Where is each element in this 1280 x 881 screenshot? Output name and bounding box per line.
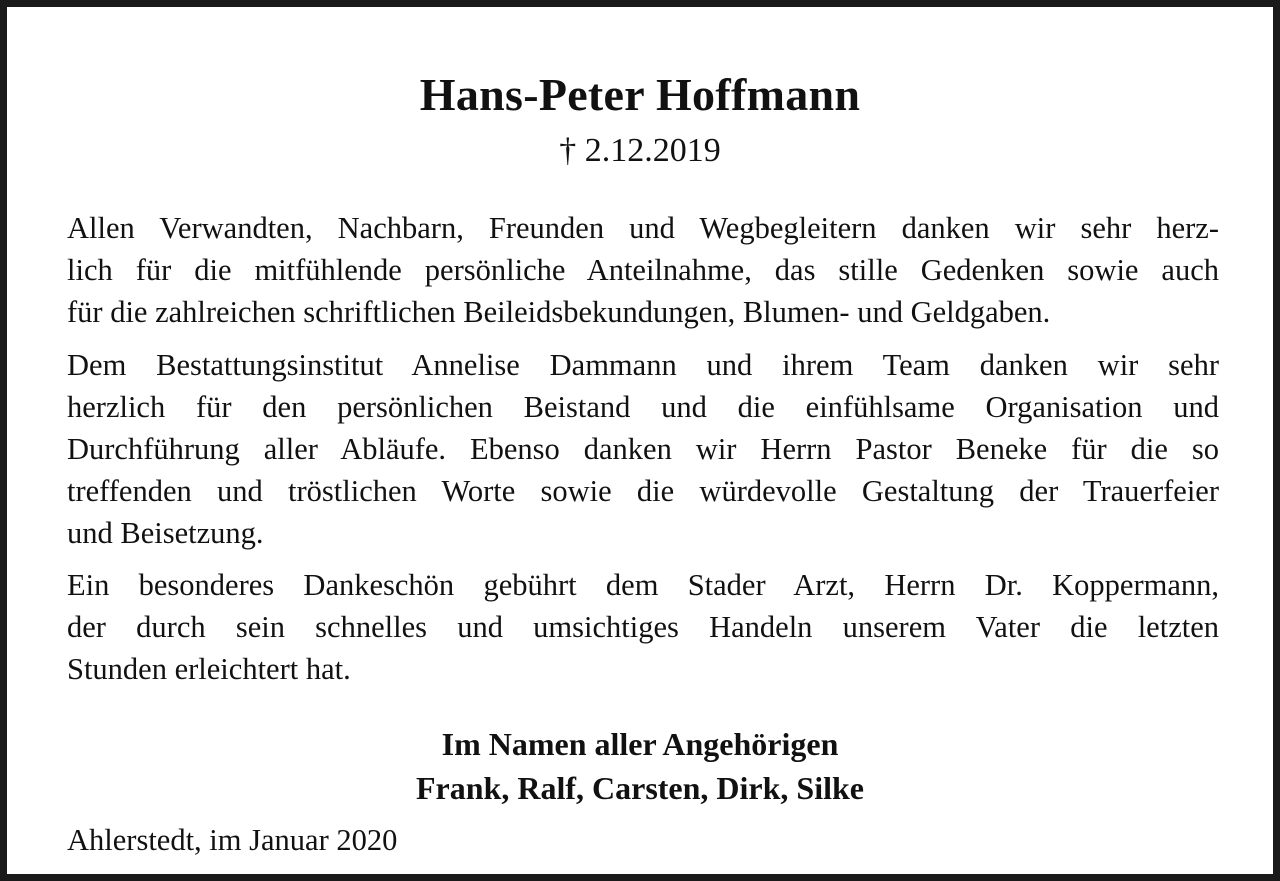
- text-line: Dem Bestattungsinstitut Annelise Dammann und ihrem Team danken wir sehr: [67, 348, 1219, 382]
- place-and-date: Ahlerstedt, im Januar 2020: [67, 823, 398, 857]
- paragraph-thanks-funeral-home: [67, 344, 1219, 554]
- text-line: Stunden erleichtert hat.: [67, 652, 351, 686]
- signature-on-behalf: Im Namen aller Angehörigen: [441, 726, 839, 762]
- signature-names: Frank, Ralf, Carsten, Dirk, Silke: [416, 770, 864, 806]
- text-line: lich für die mitfühlende persönliche Anteilnahme, das stille Gedenken sowie auch: [67, 253, 1219, 287]
- paragraph-thanks-relatives: [67, 207, 1219, 333]
- text-line: Durchführung aller Abläufe. Ebenso danken wir Herrn Pastor Beneke für die so: [67, 432, 1219, 466]
- text-line: Allen Verwandten, Nachbarn, Freunden und Wegbegleitern danken wir sehr herz-: [67, 211, 1219, 245]
- text-line: treffenden und tröstlichen Worte sowie die würdevolle Gestaltung der Trauerfeier: [67, 474, 1219, 508]
- deceased-name: Hans-Peter Hoffmann: [419, 69, 861, 120]
- text-line: für die zahlreichen schriftlichen Beileidsbekundungen, Blumen- und Geldgaben.: [67, 295, 1051, 329]
- text-line: Ein besonderes Dankeschön gebührt dem Stader Arzt, Herrn Dr. Koppermann,: [67, 568, 1219, 602]
- death-date: † 2.12.2019: [559, 132, 721, 169]
- paragraph-thanks-doctor: [67, 564, 1219, 690]
- text-line: herzlich für den persönlichen Beistand und die einfühlsame Organisation und: [67, 390, 1219, 424]
- text-line: der durch sein schnelles und umsichtiges Handeln unserem Vater die letzten: [67, 610, 1219, 644]
- text-line: und Beisetzung.: [67, 516, 264, 550]
